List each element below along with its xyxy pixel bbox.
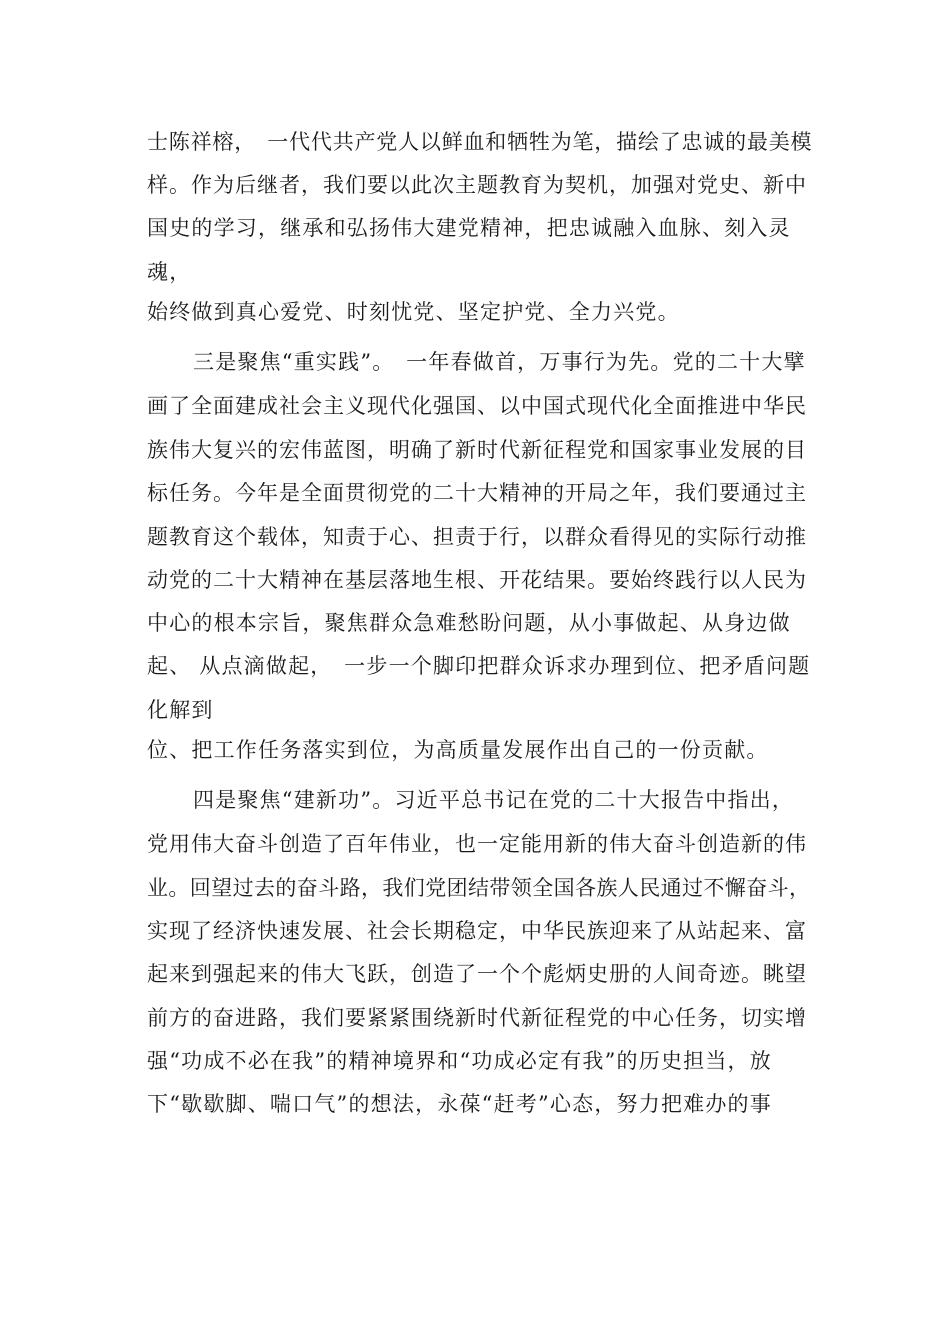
text-line: 族伟大复兴的宏伟蓝图，明确了新时代新征程党和国家事业发展的目 bbox=[147, 438, 807, 462]
text-line: 题教育这个载体，知责于心、担责于行，以群众看得见的实际行动推 bbox=[147, 525, 807, 549]
text-line: 动党的二十大精神在基层落地生根、开花结果。要始终践行以人民为 bbox=[147, 568, 807, 592]
text-line: 党用伟大奋斗创造了百年伟业，也一定能用新的伟大奋斗创造新的伟 bbox=[147, 832, 807, 856]
text-line: 画了全面建成社会主义现代化强国、以中国式现代化全面推进中华民 bbox=[147, 394, 807, 418]
paragraph-heading-line: 三是聚焦“重实践”。 一年春做首，万事行为先。党的二十大擘 bbox=[193, 350, 806, 374]
text-line: 中心的根本宗旨，聚焦群众急难愁盼问题，从小事做起、从身边做 bbox=[147, 611, 791, 635]
text-line: 位、把工作任务落实到位，为高质量发展作出自己的一份贡献。 bbox=[147, 738, 769, 762]
text-line: 标任务。今年是全面贯彻党的二十大精神的开局之年，我们要通过主 bbox=[147, 481, 807, 505]
text-line: 起、 从点滴做起， 一步一个脚印把群众诉求办理到位、把矛盾问题 bbox=[147, 654, 811, 678]
text-line: 魂， bbox=[147, 260, 192, 284]
text-line: 下“歇歇脚、喘口气”的想法，永葆“赶考”心态，努力把难办的事 bbox=[147, 1092, 772, 1116]
text-line: 起来到强起来的伟大飞跃，创造了一个个彪炳史册的人间奇迹。眺望 bbox=[147, 962, 807, 986]
text-line: 化解到 bbox=[147, 698, 214, 722]
paragraph-heading-line: 四是聚焦“建新功”。习近平总书记在党的二十大报告中指出， bbox=[193, 788, 795, 812]
text-line: 样。作为后继者，我们要以此次主题教育为契机，加强对党史、新中 bbox=[147, 173, 807, 197]
text-line: 业。回望过去的奋斗路，我们党团结带领全国各族人民通过不懈奋斗， bbox=[147, 876, 811, 900]
text-line: 实现了经济快速发展、社会长期稳定，中华民族迎来了从站起来、富 bbox=[147, 919, 807, 943]
text-line: 强“功成不必在我”的精神境界和“功成必定有我”的历史担当，放 bbox=[147, 1049, 772, 1073]
text-line: 始终做到真心爱党、时刻忧党、坚定护党、全力兴党。 bbox=[147, 300, 680, 324]
text-line: 国史的学习，继承和弘扬伟大建党精神，把忠诚融入血脉、刻入灵 bbox=[147, 216, 791, 240]
text-line: 前方的奋进路，我们要紧紧围绕新时代新征程党的中心任务，切实增 bbox=[147, 1006, 807, 1030]
text-line: 士陈祥榕， 一代代共产党人以鲜血和牺牲为笔，描绘了忠诚的最美模 bbox=[147, 130, 813, 154]
